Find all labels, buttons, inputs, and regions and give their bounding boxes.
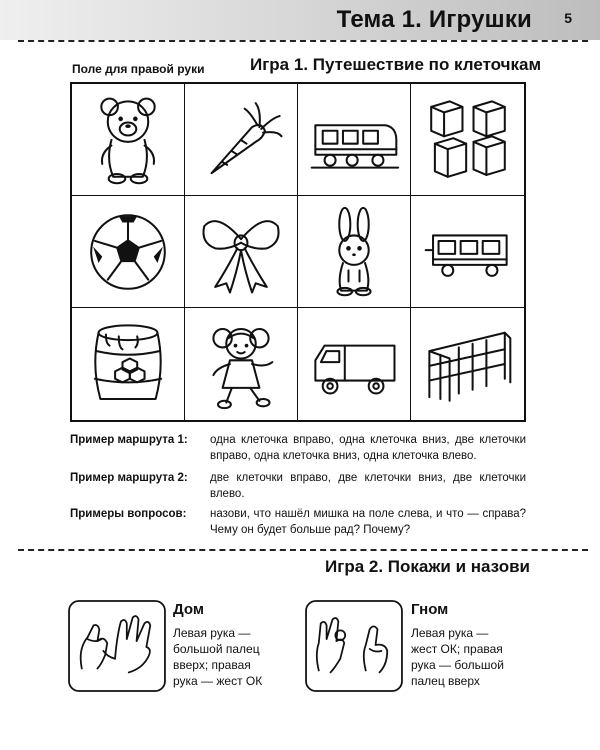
game1-title: Игра 1. Путешествие по клеточкам	[250, 55, 542, 74]
route-label: Пример маршрута 1:	[70, 434, 188, 446]
grid-cell	[185, 308, 298, 420]
bunny-icon	[308, 206, 400, 298]
carrot-icon	[195, 94, 287, 186]
field-label: Поле для правой руки	[72, 62, 205, 76]
questions-label: Примеры вопросов:	[70, 508, 187, 520]
text-line: жест ОК; правая	[411, 642, 503, 656]
truck-icon	[308, 318, 400, 410]
text-line: вверх; правая	[173, 658, 251, 672]
grid-cell	[298, 308, 411, 420]
doll-icon	[195, 318, 287, 410]
grid-cell	[72, 196, 185, 308]
wagon-icon	[422, 206, 514, 298]
hand-gesture-dom-icon	[68, 600, 166, 692]
text-line: Левая рука —	[411, 626, 489, 640]
grid-cell	[298, 196, 411, 308]
text-line: большой палец	[173, 642, 260, 656]
text-line: палец вверх	[411, 674, 480, 688]
route-text: одна клеточка вправо, одна клеточка вниз, две клеточки вправо, одна клеточка вниз, одна клеточка влево.	[210, 434, 526, 462]
grid-cell	[72, 308, 185, 420]
blocks-icon	[422, 94, 514, 186]
soccer-goal-icon	[422, 318, 514, 410]
grid-cell	[72, 84, 185, 196]
section-divider	[18, 549, 588, 551]
grid-cell	[411, 308, 524, 420]
grid-cell	[411, 84, 524, 196]
teddy-bear-icon	[82, 94, 174, 186]
card-title-gnom: Гном	[411, 601, 449, 618]
train-car-icon	[308, 94, 400, 186]
questions-text: назови, что нашёл мишка на поле слева, и что — справа? Чему он будет больше рад? Почему?	[210, 508, 526, 536]
soccer-ball-icon	[82, 206, 174, 298]
honey-barrel-icon	[82, 318, 174, 410]
grid-cell	[185, 196, 298, 308]
page-number: 5	[564, 10, 572, 26]
route-text: две клеточки вправо, две клеточки вниз, две клеточки влево.	[210, 472, 526, 500]
page-title: Тема 1. Игрушки	[336, 6, 532, 33]
grid-cell	[411, 196, 524, 308]
grid-cell	[298, 84, 411, 196]
picture-grid	[70, 82, 526, 422]
text-line: рука — жест ОК	[173, 674, 263, 688]
top-divider	[18, 40, 588, 42]
bow-icon	[195, 206, 287, 298]
card-text-dom	[173, 625, 283, 689]
route-label: Пример маршрута 2:	[70, 472, 188, 484]
hand-gesture-gnom-icon	[305, 600, 403, 692]
card-title-dom: Дом	[173, 601, 204, 618]
game2-title: Игра 2. Покажи и назови	[325, 557, 530, 576]
text-line: Левая рука —	[173, 626, 251, 640]
grid-cell	[185, 84, 298, 196]
text-line: рука — большой	[411, 658, 504, 672]
card-text-gnom	[411, 625, 521, 689]
